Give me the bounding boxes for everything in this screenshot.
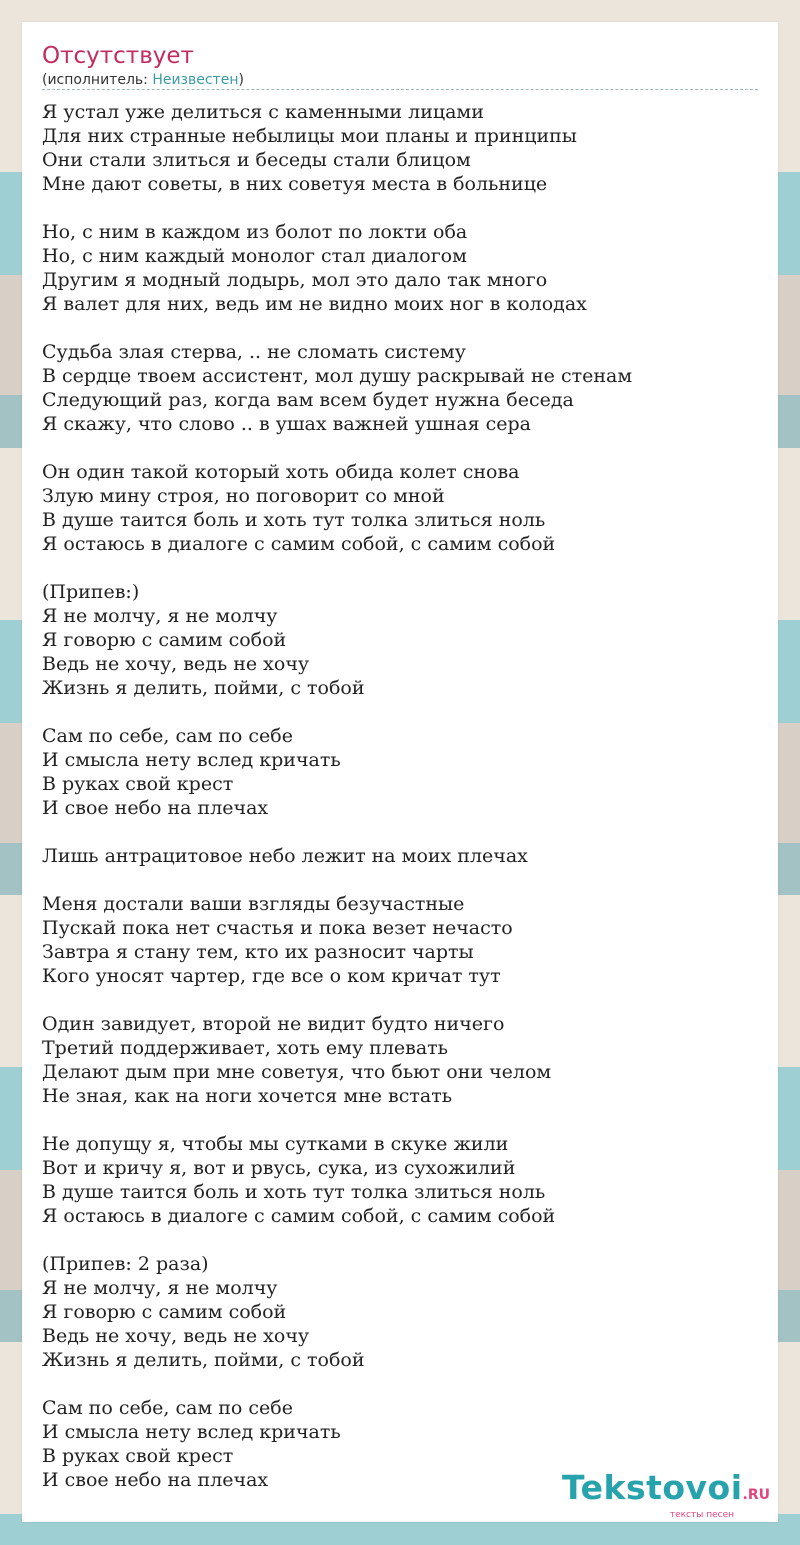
lyric-line: Я остаюсь в диалоге с самим собой, с самим собой [42, 1205, 556, 1227]
lyric-line [42, 1372, 758, 1396]
lyric-line: Я не молчу, я не молчу [42, 605, 278, 627]
lyric-line: Я говорю с самим собой [42, 1301, 287, 1323]
artist-link[interactable]: Неизвестен [152, 72, 239, 88]
song-title: Отсутствует [42, 43, 194, 69]
lyric-line: Вот и кричу я, вот и рвусь, сука, из сухожилий [42, 1157, 516, 1179]
lyric-line: (Припев: 2 раза) [42, 1253, 209, 1275]
lyric-line: Завтра я стану тем, кто их разносит чарты [42, 941, 474, 963]
artist-suffix: ) [238, 72, 244, 88]
lyric-line: В руках свой крест [42, 1445, 234, 1467]
lyric-line [42, 700, 758, 724]
lyric-line: Но, с ним в каждом из болот по локти оба [42, 221, 468, 243]
lyric-line: Ведь не хочу, ведь не хочу [42, 653, 310, 675]
lyric-line: Один завидует, второй не видит будто ничего [42, 1013, 505, 1035]
lyric-line [42, 820, 758, 844]
lyric-line: В руках свой крест [42, 773, 234, 795]
lyric-line: Я скажу, что слово .. в ушах важней ушная сера [42, 413, 531, 435]
lyric-line: Пускай пока нет счастья и пока везет нечасто [42, 917, 513, 939]
lyric-line [42, 436, 758, 460]
title-divider [42, 89, 758, 90]
lyric-line: В сердце твоем ассистент, мол душу раскрывай не стенам [42, 365, 633, 387]
lyric-line: (Припев:) [42, 581, 140, 603]
artist-prefix: (исполнитель: [42, 72, 153, 88]
lyric-line: Лишь антрацитовое небо лежит на моих плечах [42, 845, 528, 867]
lyric-line: И смысла нету вслед кричать [42, 1421, 341, 1443]
lyric-line: Не допущу я, чтобы мы сутками в скуке жили [42, 1133, 509, 1155]
lyric-line: Не зная, как на ноги хочется мне встать [42, 1085, 453, 1107]
lyric-line: Сам по себе, сам по себе [42, 725, 293, 747]
lyric-line: Для них странные небылицы мои планы и принципы [42, 125, 577, 147]
lyric-line: Следующий раз, когда вам всем будет нужна беседа [42, 389, 574, 411]
lyrics-text [42, 100, 758, 1492]
lyric-line: Мне дают советы, в них советуя места в больнице [42, 173, 548, 195]
lyric-line: Делают дым при мне советуя, что бьют они челом [42, 1061, 552, 1083]
lyric-line: Я не молчу, я не молчу [42, 1277, 278, 1299]
logo-wordmark [561, 1468, 770, 1512]
lyric-line: И смысла нету вслед кричать [42, 749, 341, 771]
lyric-line: В душе таится боль и хоть тут толка злиться ноль [42, 509, 546, 531]
lyric-line [42, 316, 758, 340]
lyric-line: Но, с ним каждый монолог стал диалогом [42, 245, 467, 267]
lyric-line: Я говорю с самим собой [42, 629, 287, 651]
logo-tagline: тексты песен [669, 1510, 734, 1520]
lyric-line: Жизнь я делить, пойми, с тобой [42, 677, 365, 699]
lyric-line: Судьба злая стерва, .. не сломать систему [42, 341, 466, 363]
logo-name: Tekstovoi [561, 1468, 743, 1507]
artist-line [42, 71, 244, 89]
lyric-line: Я остаюсь в диалоге с самим собой, с самим собой [42, 533, 556, 555]
lyric-line: Другим я модный лодырь, мол это дало так много [42, 269, 548, 291]
lyric-line [42, 556, 758, 580]
lyric-line [42, 868, 758, 892]
lyric-line [42, 988, 758, 1012]
lyric-line: Кого уносят чартер, где все о ком кричат тут [42, 965, 501, 987]
lyric-line: В душе таится боль и хоть тут толка злиться ноль [42, 1181, 546, 1203]
lyric-line: Третий поддерживает, хоть ему плевать [42, 1037, 449, 1059]
lyric-line [42, 1108, 758, 1132]
lyric-line: Сам по себе, сам по себе [42, 1397, 293, 1419]
lyric-line [42, 1228, 758, 1252]
lyric-line: Он один такой который хоть обида колет снова [42, 461, 520, 483]
lyric-line: Они стали злиться и беседы стали блицом [42, 149, 471, 171]
lyric-line [42, 196, 758, 220]
lyrics-card [22, 22, 778, 1522]
site-logo[interactable] [561, 1468, 770, 1520]
lyric-line: Я устал уже делиться с каменными лицами [42, 101, 484, 123]
lyric-line: И свое небо на плечах [42, 797, 269, 819]
lyric-line: Я валет для них, ведь им не видно моих ног в колодах [42, 293, 587, 315]
lyric-line: Меня достали ваши взгляды безучастные [42, 893, 465, 915]
lyric-line: Жизнь я делить, пойми, с тобой [42, 1349, 365, 1371]
logo-tld: .RU [742, 1487, 770, 1503]
lyric-line: Злую мину строя, но поговорит со мной [42, 485, 445, 507]
lyric-line: И свое небо на плечах [42, 1469, 269, 1491]
lyric-line: Ведь не хочу, ведь не хочу [42, 1325, 310, 1347]
